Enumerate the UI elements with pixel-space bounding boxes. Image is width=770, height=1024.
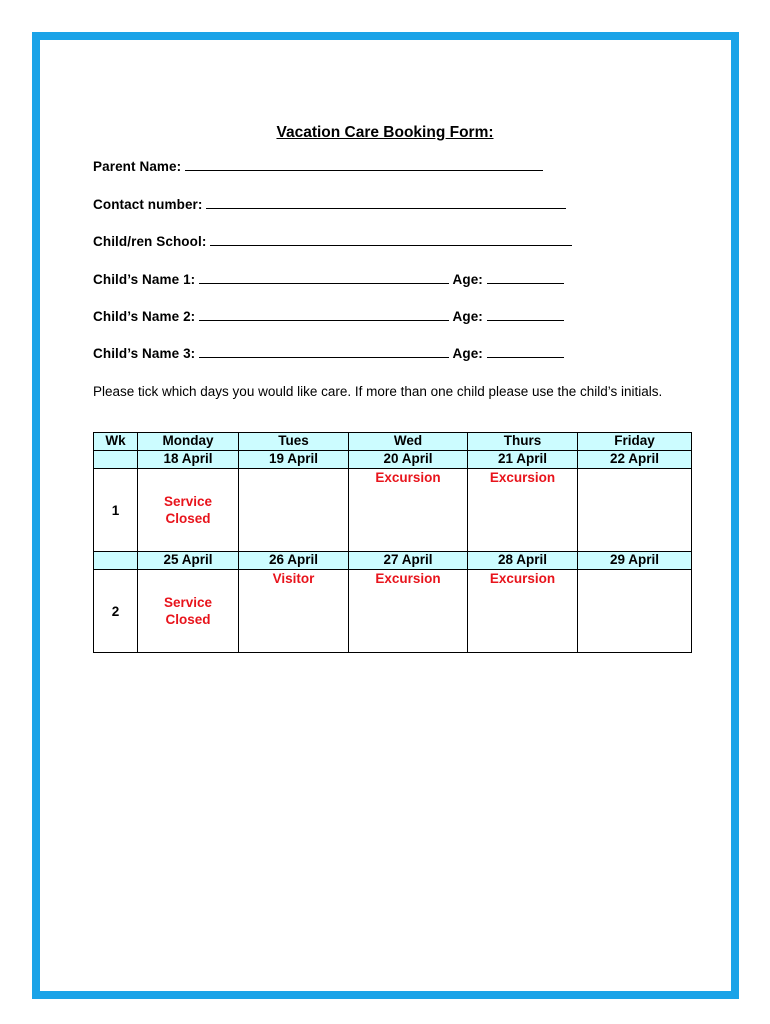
week1-booking-row [94, 469, 692, 552]
parent-name-blank[interactable] [185, 158, 543, 171]
week1-date-thu: 21 April [468, 451, 578, 469]
child2-name-blank[interactable] [199, 308, 449, 321]
week1-number: 1 [94, 469, 138, 552]
week2-date-mon: 25 April [138, 552, 239, 570]
header-thurs: Thurs [468, 433, 578, 451]
contact-number-field[interactable] [93, 196, 566, 212]
header-tues: Tues [239, 433, 349, 451]
week2-number: 2 [94, 570, 138, 653]
child3-name-blank[interactable] [199, 345, 449, 358]
week2-fri-cell[interactable] [578, 570, 692, 653]
week2-date-wed: 27 April [349, 552, 468, 570]
week1-date-row [94, 451, 692, 469]
week1-wed-cell[interactable]: Excursion [349, 469, 468, 552]
week2-date-spacer [94, 552, 138, 570]
child2-age-label: Age: [452, 309, 483, 324]
child1-age-blank[interactable] [487, 271, 564, 284]
week2-booking-row [94, 570, 692, 653]
week2-thu-cell[interactable]: Excursion [468, 570, 578, 653]
week2-wed-cell[interactable]: Excursion [349, 570, 468, 653]
parent-name-label: Parent Name: [93, 159, 182, 174]
week2-date-row [94, 552, 692, 570]
parent-name-field[interactable] [93, 158, 543, 174]
header-wed: Wed [349, 433, 468, 451]
week2-tue-cell[interactable]: Visitor [239, 570, 349, 653]
week2-date-tue: 26 April [239, 552, 349, 570]
week2-date-fri: 29 April [578, 552, 692, 570]
child1-label: Child’s Name 1: [93, 272, 196, 287]
instructions-text: Please tick which days you would like care. If more than one child please use the child’s initials. [93, 384, 663, 399]
header-wk: Wk [94, 433, 138, 451]
school-blank[interactable] [210, 233, 572, 246]
header-friday: Friday [578, 433, 692, 451]
week1-date-spacer [94, 451, 138, 469]
contact-number-label: Contact number: [93, 197, 203, 212]
contact-number-blank[interactable] [206, 196, 566, 209]
week1-date-wed: 20 April [349, 451, 468, 469]
child3-age-blank[interactable] [487, 345, 564, 358]
child3-label: Child’s Name 3: [93, 346, 196, 361]
form-title: Vacation Care Booking Form: [276, 124, 494, 141]
week2-date-thu: 28 April [468, 552, 578, 570]
child2-field[interactable] [93, 308, 564, 324]
child1-age-label: Age: [452, 272, 483, 287]
school-field[interactable] [93, 233, 572, 249]
week1-fri-cell[interactable] [578, 469, 692, 552]
child3-field[interactable] [93, 345, 564, 361]
booking-table [93, 432, 692, 653]
week1-date-mon: 18 April [138, 451, 239, 469]
week1-date-fri: 22 April [578, 451, 692, 469]
week1-tue-cell[interactable] [239, 469, 349, 552]
week1-date-tue: 19 April [239, 451, 349, 469]
week2-mon-cell: Service Closed [138, 570, 239, 653]
child2-label: Child’s Name 2: [93, 309, 196, 324]
day-header-row [94, 433, 692, 451]
header-monday: Monday [138, 433, 239, 451]
child2-age-blank[interactable] [487, 308, 564, 321]
school-label: Child/ren School: [93, 234, 207, 249]
child3-age-label: Age: [452, 346, 483, 361]
child1-name-blank[interactable] [199, 271, 449, 284]
week1-mon-cell: Service Closed [138, 469, 239, 552]
week1-thu-cell[interactable]: Excursion [468, 469, 578, 552]
child1-field[interactable] [93, 271, 564, 287]
